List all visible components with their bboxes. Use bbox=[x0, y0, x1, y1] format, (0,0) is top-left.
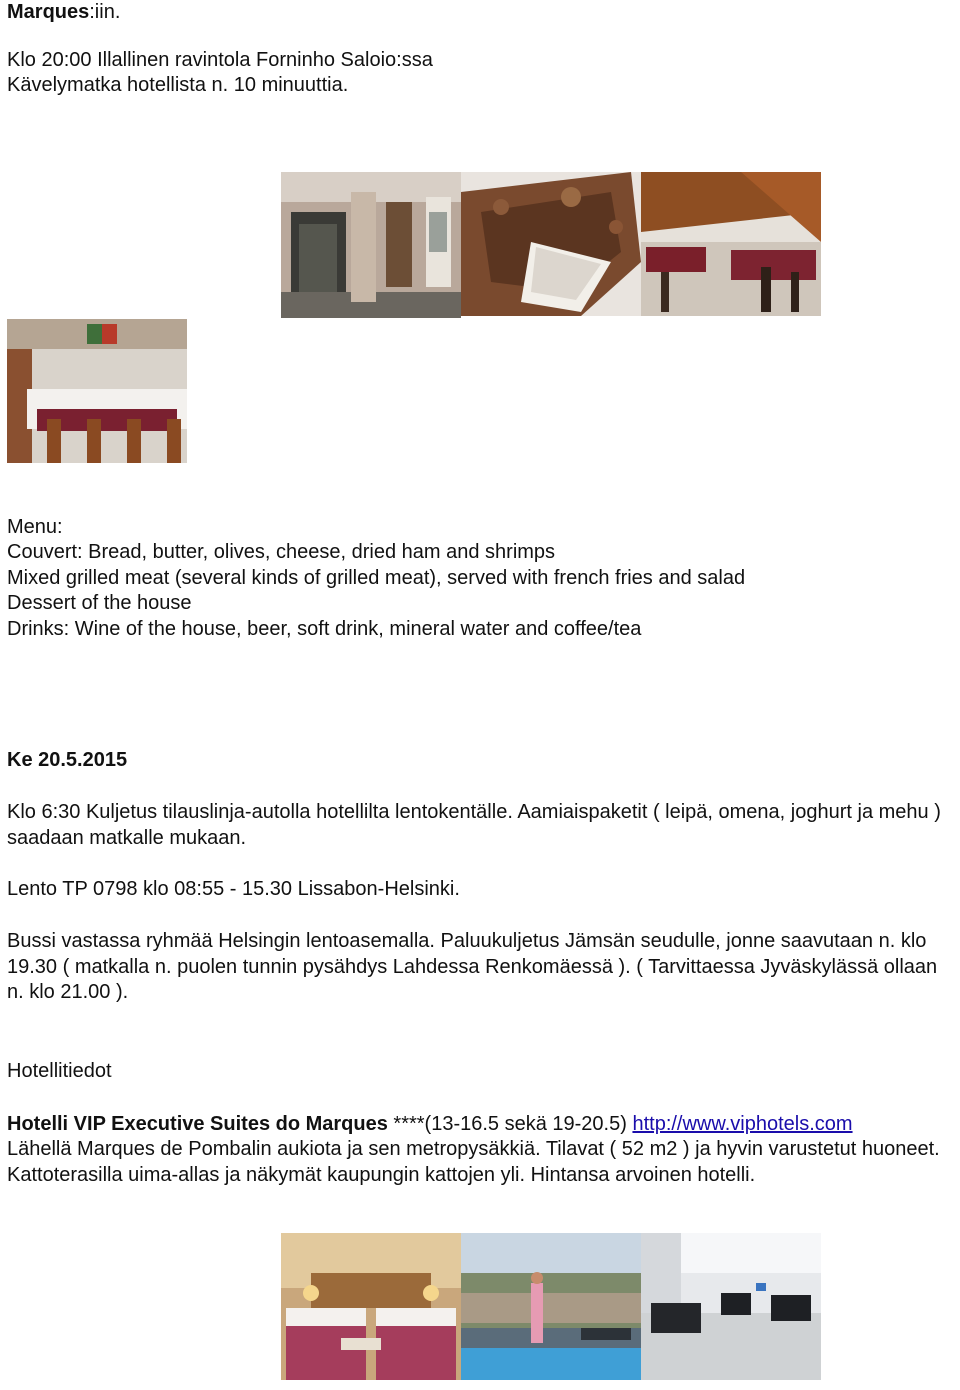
hotel-section-title: Hotellitiedot bbox=[7, 1060, 112, 1082]
bus-text: Bussi vastassa ryhmää Helsingin lentoasemalla. Paluukuljetus Jämsän seudulle, jonne saavutaan n. klo 19.30 ( matkalla n. puolen tunnin pysähdys Lahdessa Renkomäessä ). ( Tarvittaessa Jyväskylässä ollaan n. klo 21.00 ). bbox=[7, 930, 938, 1003]
dessert-pie-photo bbox=[461, 172, 641, 316]
hotel-stars-dates: ****(13-16.5 sekä 19-20.5) bbox=[387, 1113, 633, 1135]
flight-text: Lento TP 0798 klo 08:55 - 15.30 Lissabon-Helsinki. bbox=[7, 878, 460, 900]
hotel-name: Hotelli VIP Executive Suites do Marques bbox=[7, 1113, 388, 1135]
menu-item: Drinks: Wine of the house, beer, soft drink, mineral water and coffee/tea bbox=[7, 618, 642, 640]
airport-transfer-text: Klo 6:30 Kuljetus tilauslinja-autolla hotellilta lentokentälle. Aamiaispaketit ( leipä, omena, joghurt ja mehu ) saadaan matkalle mukaan. bbox=[7, 801, 941, 849]
restaurant-entrance-photo bbox=[281, 172, 461, 318]
menu-title: Menu: bbox=[7, 516, 63, 538]
restaurant-interior-photo bbox=[641, 172, 821, 316]
hotel-room-photo bbox=[281, 1233, 461, 1380]
menu-item: Mixed grilled meat (several kinds of grilled meat), served with french fries and salad bbox=[7, 567, 746, 589]
menu-item: Couvert: Bread, butter, olives, cheese, dried ham and shrimps bbox=[7, 541, 556, 563]
dining-room-photo bbox=[7, 319, 187, 463]
hotel-lobby-photo bbox=[641, 1233, 821, 1380]
hotel-name-line bbox=[7, 1112, 853, 1138]
menu-item: Dessert of the house bbox=[7, 592, 192, 614]
hotel-description: Lähellä Marques de Pombalin aukiota ja sen metropysäkkiä. Tilavat ( 52 m2 ) ja hyvin varustetut huoneet. Kattoterasilla uima-allas ja näkymät kaupungin kattojen yli. Hintansa arvoinen hotelli. bbox=[7, 1138, 940, 1186]
walk-line: Kävelymatka hotellista n. 10 minuuttia. bbox=[7, 74, 349, 96]
day-heading: Ke 20.5.2015 bbox=[7, 749, 128, 771]
rooftop-pool-photo bbox=[461, 1233, 641, 1380]
dinner-line: Klo 20:00 Illallinen ravintola Forninho Saloio:ssa bbox=[7, 49, 433, 71]
location-heading bbox=[7, 0, 120, 26]
hotel-website-link[interactable]: http://www.viphotels.com bbox=[632, 1113, 853, 1135]
location-heading-rest: :iin. bbox=[89, 1, 121, 23]
location-heading-bold: Marques bbox=[7, 1, 90, 23]
